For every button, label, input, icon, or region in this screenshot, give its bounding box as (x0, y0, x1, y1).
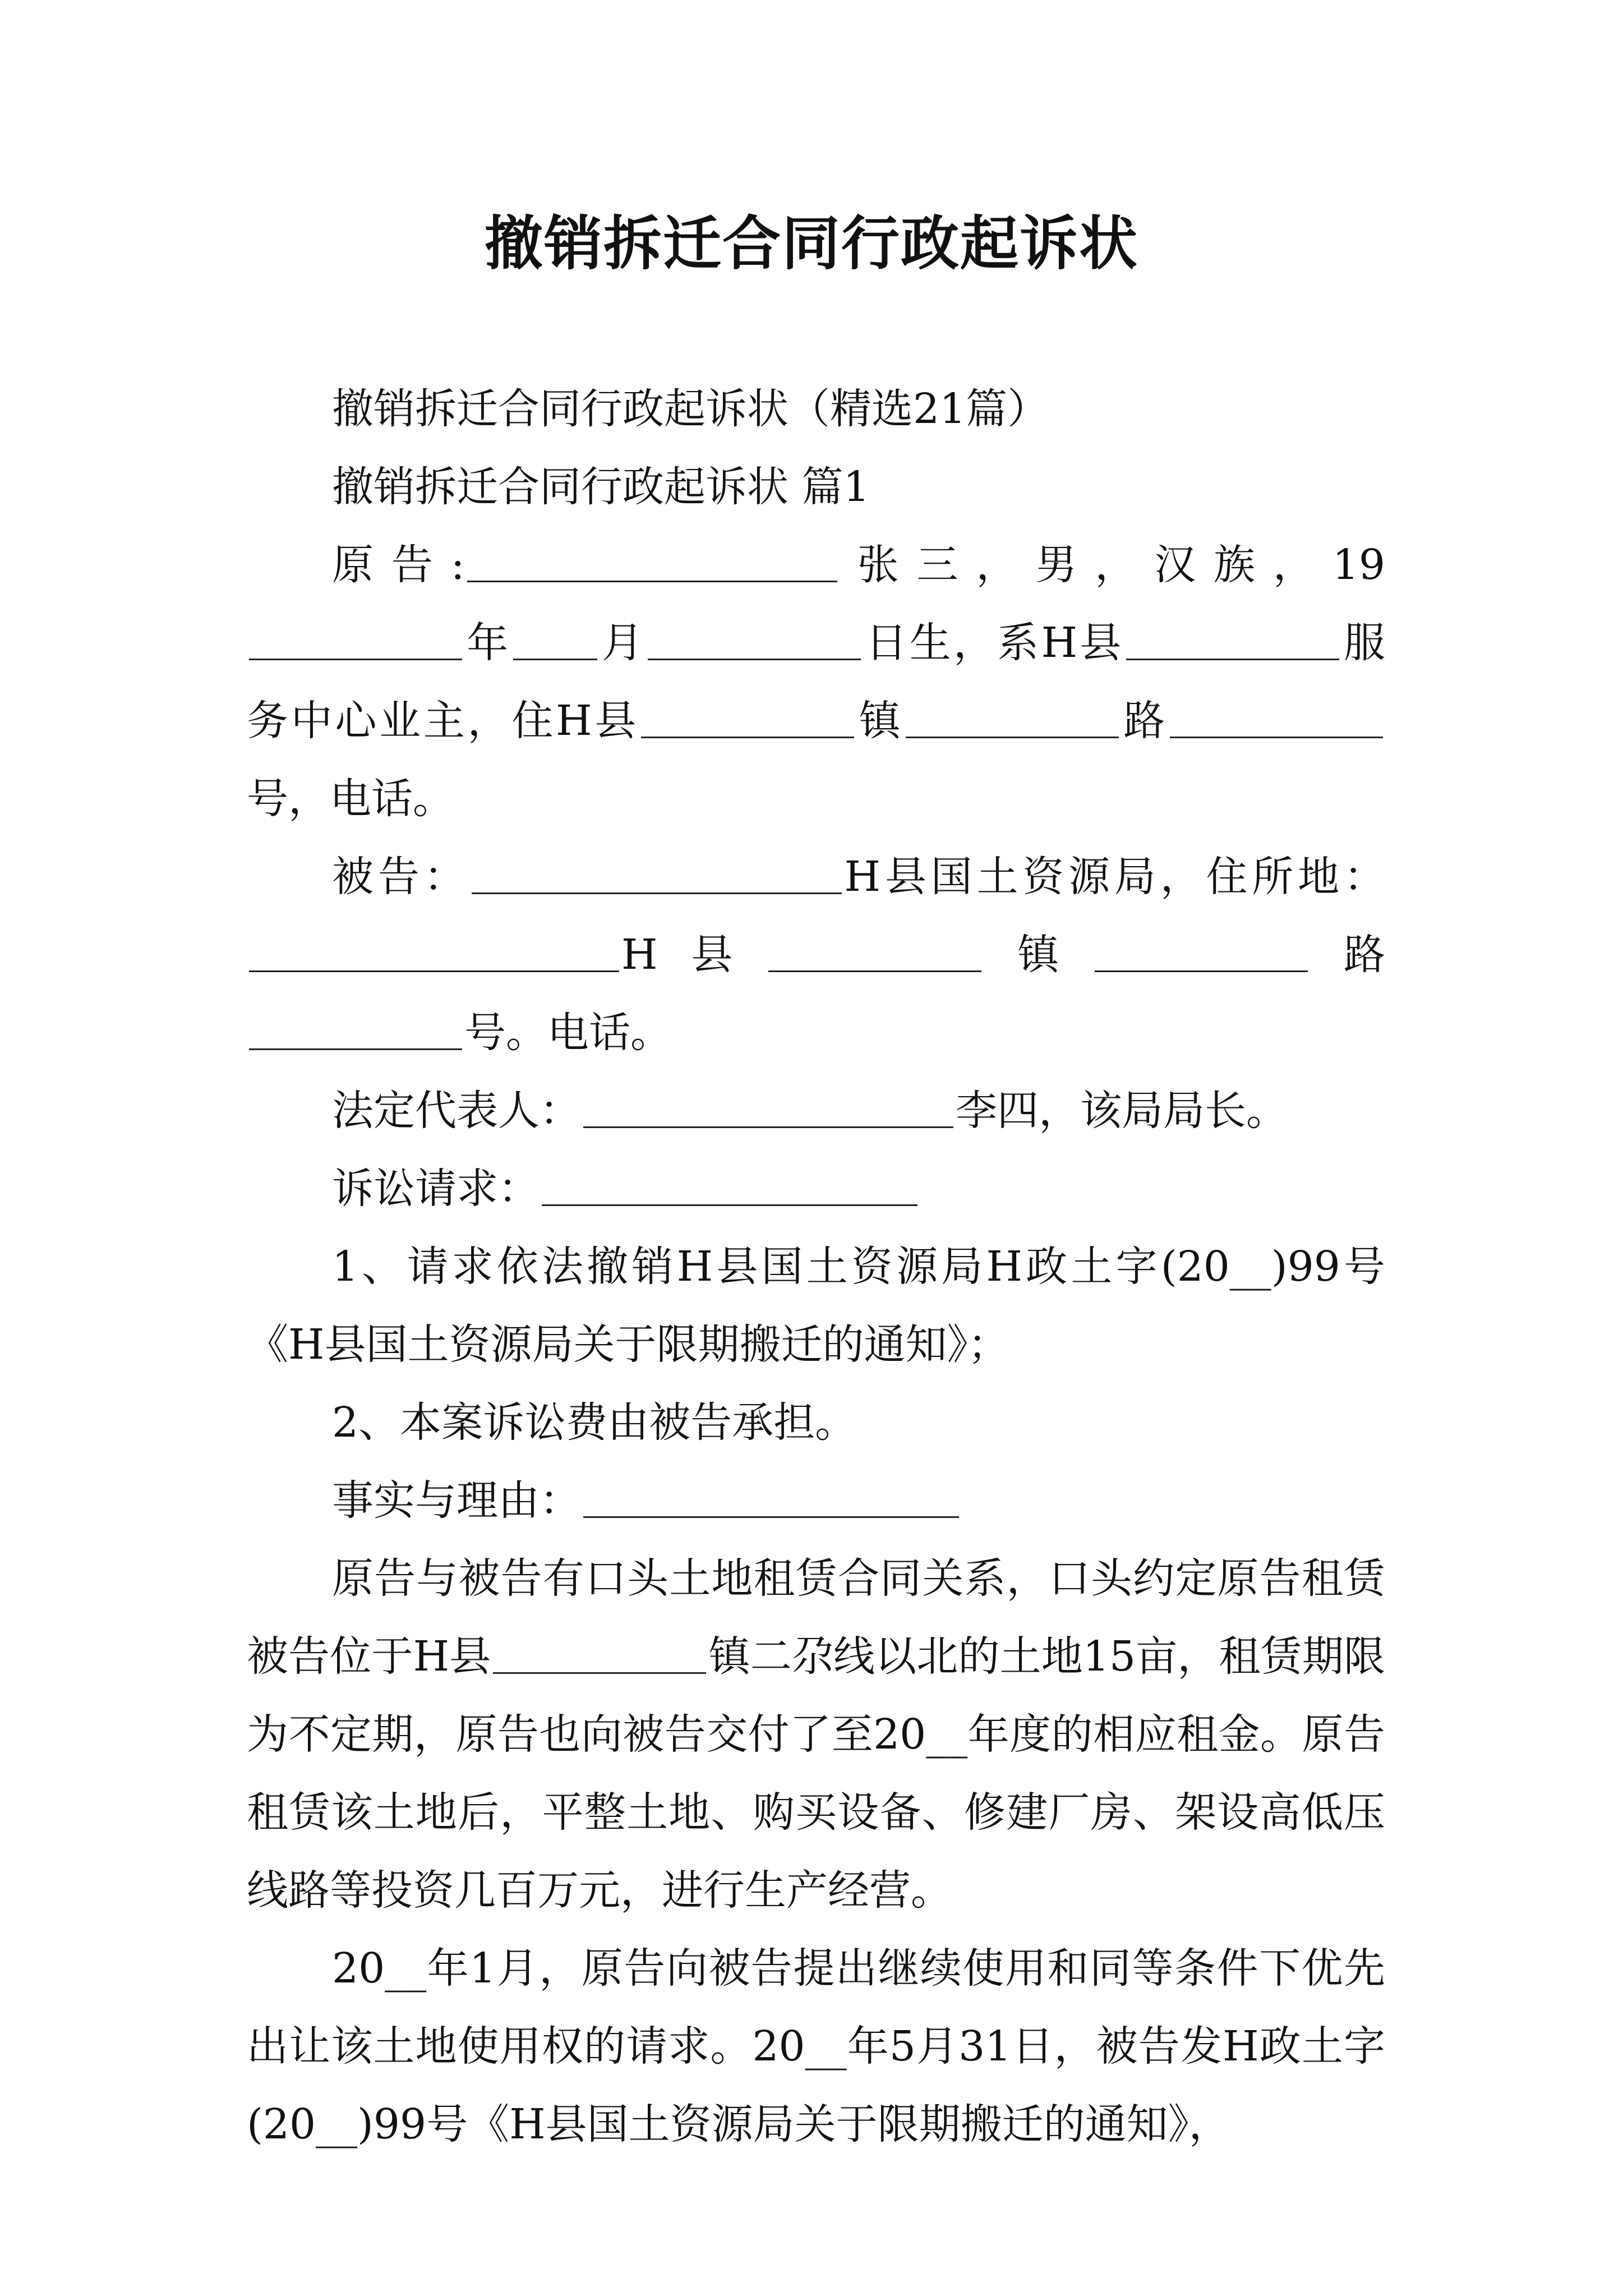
blank-line (583, 1477, 959, 1518)
facts-text: 原告与被告有口头土地租赁合同关系，口头约定原告租赁被告位于H县 (247, 1554, 1385, 1681)
blank-line (1095, 931, 1308, 972)
defendant-paragraph (247, 838, 1385, 1072)
blank-line (542, 1165, 917, 1206)
blank-line (648, 619, 861, 660)
plaintiff-text: 月 (599, 619, 646, 667)
plaintiff-text: 日生，系H县 (863, 619, 1124, 667)
blank-line (768, 931, 981, 972)
plaintiff-text: 服务中心业主，住H县 (247, 619, 1385, 745)
defendant-name: H县国土资源局，住所地： (844, 853, 1385, 901)
blank-line (1126, 619, 1339, 660)
blank-line (249, 931, 619, 972)
plaintiff-label: 原告: (332, 541, 465, 589)
defendant-text: 号。电话。 (464, 1009, 672, 1057)
blank-line (467, 541, 837, 582)
plaintiff-name: 张三，男，汉族，19 (839, 541, 1385, 589)
facts-paragraph-1 (247, 1540, 1385, 1930)
facts-label: 事实与理由： (332, 1476, 581, 1525)
plaintiff-text: 年 (464, 619, 511, 667)
blank-line (583, 1087, 953, 1128)
defendant-text: 路 (1310, 931, 1385, 979)
plaintiff-paragraph (247, 526, 1385, 838)
blank-line (493, 1633, 706, 1674)
subtitle: 撤销拆迁合同行政起诉状（精选21篇） (332, 385, 1049, 433)
claim-item-1: 1、请求依法撤销H县国土资源局H政土字(20__)99号《H县国土资源局关于限期搬迁的通知》； (247, 1243, 1385, 1369)
document-body (247, 370, 1385, 2164)
plaintiff-text: 号，电话。 (247, 775, 454, 823)
facts-paragraph-2: 20__年1月，原告向被告提出继续使用和同等条件下优先出让该土地使用权的请求。20__年5月31日，被告发H政土字(20__)99号《H县国土资源局关于限期搬迁的通知》， (247, 1944, 1385, 2148)
claim-item-2: 2、本案诉讼费由被告承担。 (332, 1398, 857, 1447)
defendant-text: 镇 (984, 931, 1093, 979)
defendant-label: 被告： (332, 853, 470, 901)
section-heading: 撤销拆迁合同行政起诉状 篇1 (332, 463, 870, 511)
representative-value: 李四，该局局长。 (956, 1087, 1288, 1135)
representative-label: 法定代表人： (332, 1087, 581, 1135)
claims-label: 诉讼请求： (332, 1165, 540, 1213)
facts-heading (247, 1462, 1385, 1540)
facts-text: 镇二尕线以北的土地15亩，租赁期限为不定期，原告也向被告交付了至20__年度的相应租金。原告租赁该土地后，平整土地、购买设备、修建厂房、架设高低压线路等投资几百万元，进行生产经营。 (247, 1632, 1385, 1915)
blank-line (906, 697, 1119, 738)
claims-heading (247, 1150, 1385, 1228)
document-title: 撤销拆迁合同行政起诉状 (484, 209, 1138, 278)
plaintiff-text: 镇 (856, 697, 903, 745)
representative-paragraph (247, 1072, 1385, 1150)
blank-line (249, 1009, 462, 1050)
blank-line (249, 619, 462, 660)
blank-line (641, 697, 854, 738)
blank-line (513, 619, 597, 660)
defendant-text: H县 (621, 931, 767, 979)
blank-line (1170, 697, 1383, 738)
plaintiff-text: 路 (1121, 697, 1168, 745)
blank-line (472, 853, 842, 894)
